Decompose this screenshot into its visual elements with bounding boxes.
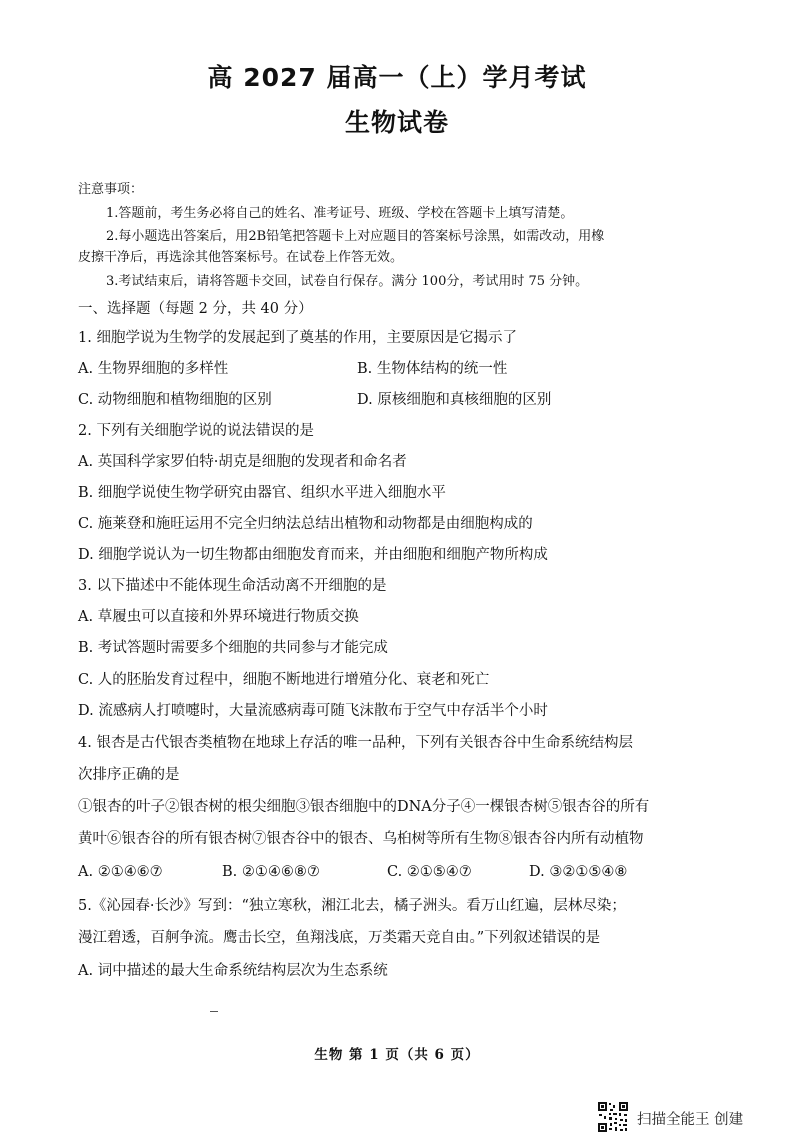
- question-2-option-c: C. 施莱登和施旺运用不完全归纳法总结出植物和动物都是由细胞构成的: [78, 516, 533, 532]
- question-4-option-d: D. ③②①⑤④⑧: [529, 864, 628, 880]
- notice-item-2-line-1: 2.每小题选出答案后，用2B铅笔把答题卡上对应题目的答案标号涂黑，如需改动，用橡: [106, 229, 605, 244]
- question-5-stem-line-2: 漫江碧透，百舸争流。鹰击长空，鱼翔浅底，万类霜天竞自由。”下列叙述错误的是: [78, 930, 601, 946]
- exam-title: 高 2027 届高一（上）学月考试: [207, 63, 587, 92]
- question-1-option-d: D. 原核细胞和真核细胞的区别: [357, 392, 552, 408]
- scanner-brand-text: 扫描全能王 创建: [637, 1112, 744, 1128]
- notice-item-3: 3.考试结束后，请将答题卡交回，试卷自行保存。满分 100分，考试用时 75 分钟。: [106, 274, 589, 289]
- question-1-option-c: C. 动物细胞和植物细胞的区别: [78, 392, 272, 408]
- notice-item-2-line-2: 皮擦干净后，再选涂其他答案标号。在试卷上作答无效。: [78, 250, 404, 265]
- question-4-items-line-1: ①银杏的叶子②银杏树的根尖细胞③银杏细胞中的DNA分子④一棵银杏树⑤银杏谷的所有: [78, 799, 650, 815]
- question-3-option-d: D. 流感病人打喷嚏时，大量流感病毒可随飞沫散布于空气中存活半个小时: [78, 703, 548, 719]
- notice-heading: 注意事项：: [78, 182, 144, 197]
- question-4-stem-line-1: 4. 银杏是古代银杏类植物在地球上存活的唯一品种，下列有关银杏谷中生命系统结构层: [78, 735, 633, 751]
- question-4-stem-line-2: 次排序正确的是: [78, 767, 180, 783]
- exam-subtitle: 生物试卷: [344, 108, 449, 137]
- question-1-option-a: A. 生物界细胞的多样性: [78, 361, 229, 377]
- question-4-option-b: B. ②①④⑥⑧⑦: [222, 864, 320, 880]
- question-3-option-c: C. 人的胚胎发育过程中，细胞不断地进行增殖分化、衰老和死亡: [78, 672, 490, 688]
- question-3-option-a: A. 草履虫可以直接和外界环境进行物质交换: [78, 609, 359, 625]
- question-2-stem: 2. 下列有关细胞学说的说法错误的是: [78, 423, 314, 439]
- question-4-option-a: A. ②①④⑥⑦: [78, 864, 163, 880]
- page-footer: 生物 第 1 页（共 6 页）: [314, 1047, 480, 1063]
- question-5-stem-line-1: 5.《沁园春·长沙》写到：“独立寒秋，湘江北去，橘子洲头。看万山红遍，层林尽染；: [78, 898, 626, 914]
- notice-item-1: 1.答题前，考生务必将自己的姓名、准考证号、班级、学校在答题卡上填写清楚。: [106, 206, 574, 221]
- question-1-option-b: B. 生物体结构的统一性: [357, 361, 508, 377]
- question-2-option-a: A. 英国科学家罗伯特·胡克是细胞的发现者和命名者: [78, 454, 407, 470]
- stray-mark: [210, 1011, 218, 1012]
- question-2-option-b: B. 细胞学说使生物学研究由器官、组织水平进入细胞水平: [78, 485, 446, 501]
- question-4-items-line-2: 黄叶⑥银杏谷的所有银杏树⑦银杏谷中的银杏、乌桕树等所有生物⑧银杏谷内所有动植物: [78, 831, 644, 847]
- question-3-option-b: B. 考试答题时需要多个细胞的共同参与才能完成: [78, 640, 388, 656]
- qr-code-icon: [597, 1101, 629, 1133]
- question-4-option-c: C. ②①⑤④⑦: [387, 864, 472, 880]
- question-1-stem: 1. 细胞学说为生物学的发展起到了奠基的作用，主要原因是它揭示了: [78, 330, 517, 346]
- section-heading: 一、选择题（每题 2 分，共 40 分）: [78, 301, 313, 317]
- question-2-option-d: D. 细胞学说认为一切生物都由细胞发育而来，并由细胞和细胞产物所构成: [78, 547, 548, 563]
- question-3-stem: 3. 以下描述中不能体现生命活动离不开细胞的是: [78, 578, 387, 594]
- question-5-option-a: A. 词中描述的最大生命系统结构层次为生态系统: [78, 963, 388, 979]
